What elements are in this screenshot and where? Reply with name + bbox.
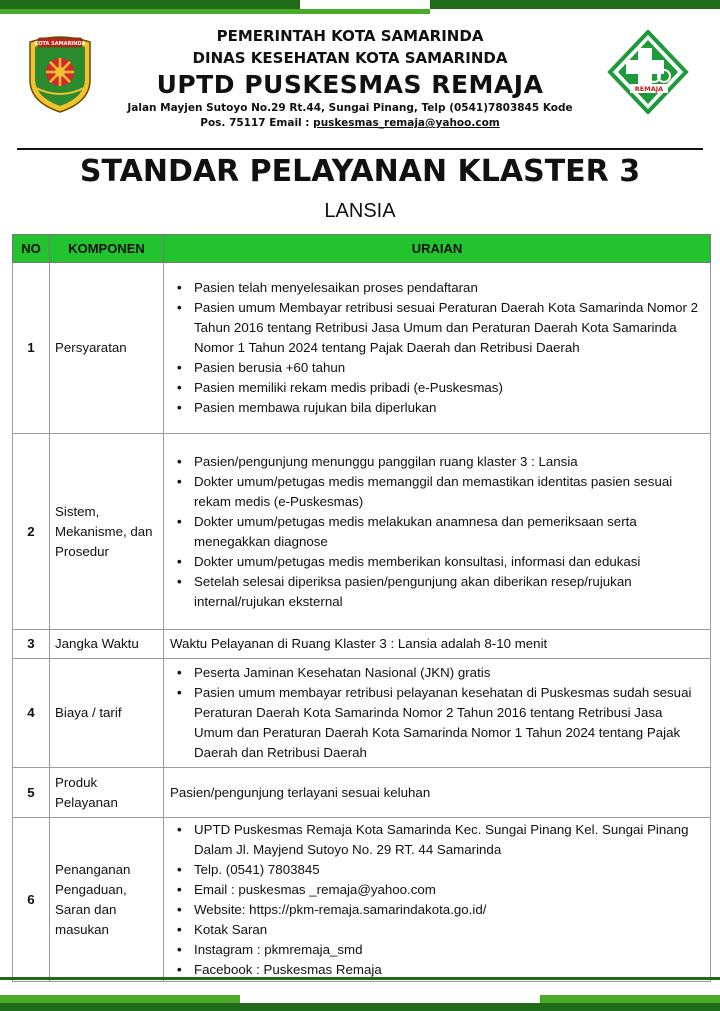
table-row	[13, 434, 711, 630]
list-item: • UPTD Puskesmas Remaja Kota Samarinda Kec. Sungai Pinang Kel. Sungai Pinang Dalam Jl. Mayjend Sutoyo No. 29 RT. 44 Samarinda	[194, 820, 704, 860]
list-item: • Dokter umum/petugas medis memanggil dan memastikan identitas pasien sesuai rekam medis (e-Puskesmas)	[194, 472, 704, 512]
government-name: PEMERINTAH KOTA SAMARINDA	[216, 27, 484, 45]
row-number: 3	[13, 630, 50, 659]
list-item: • Telp. (0541) 7803845	[194, 860, 704, 880]
row-number: 6	[13, 818, 50, 982]
row-number: 4	[13, 659, 50, 768]
puskesmas-remaja-logo	[606, 30, 690, 114]
top-stripe-light	[0, 9, 430, 14]
header-email-link[interactable]: puskesmas_remaja@yahoo.com	[313, 117, 500, 129]
list-item: • Dokter umum/petugas medis melakukan anamnesa dan pemeriksaan serta menegakkan diagnose	[194, 512, 704, 552]
row-number: 1	[13, 263, 50, 434]
row-komponen: Jangka Waktu	[50, 630, 164, 659]
row-komponen: Biaya / tarif	[50, 659, 164, 768]
header-no: NO	[13, 235, 50, 263]
row-number: 2	[13, 434, 50, 630]
department-name: DINAS KESEHATAN KOTA SAMARINDA	[192, 49, 508, 67]
svg-text:KOTA SAMARINDA: KOTA SAMARINDA	[34, 41, 86, 47]
svg-text:REMAJA: REMAJA	[634, 85, 664, 93]
samarinda-emblem-logo	[22, 30, 98, 114]
table-row	[13, 630, 711, 659]
list-item: • Dokter umum/petugas medis memberikan konsultasi, informasi dan edukasi	[194, 552, 704, 572]
row-uraian	[164, 659, 711, 768]
list-item: • Pasien telah menyelesaikan proses pendaftaran	[194, 278, 704, 298]
row-komponen: Persyaratan	[50, 263, 164, 434]
list-item: • Pasien berusia +60 tahun	[194, 358, 704, 378]
service-standard-table	[12, 234, 711, 982]
bottom-stripe-notch	[240, 995, 540, 1003]
row-komponen: Sistem, Mekanisme, dan Prosedur	[50, 434, 164, 630]
list-item: • Peserta Jaminan Kesehatan Nasional (JKN) gratis	[194, 663, 704, 683]
list-item: • Facebook : Puskesmas Remaja	[194, 960, 704, 980]
row-komponen: Penanganan Pengaduan, Saran dan masukan	[50, 818, 164, 982]
top-stripe-notch	[300, 0, 430, 9]
list-item: • Pasien/pengunjung menunggu panggilan ruang klaster 3 : Lansia	[194, 452, 704, 472]
page-title: STANDAR PELAYANAN KLASTER 3	[79, 154, 641, 189]
table-row	[13, 659, 711, 768]
list-item: • Kotak Saran	[194, 920, 704, 940]
address-line-2	[100, 116, 600, 131]
list-item: • Pasien memiliki rekam medis pribadi (e-Puskesmas)	[194, 378, 704, 398]
row-uraian: Waktu Pelayanan di Ruang Klaster 3 : Lansia adalah 8-10 menit	[164, 630, 711, 659]
list-item: • Pasien membawa rujukan bila diperlukan	[194, 398, 704, 418]
row-number: 5	[13, 768, 50, 818]
row-uraian	[164, 818, 711, 982]
list-item[interactable]: • Website: https://pkm-remaja.samarindakota.go.id/	[194, 900, 704, 920]
list-item: • Instagram : pkmremaja_smd	[194, 940, 704, 960]
list-item: • Setelah selesai diperiksa pasien/pengunjung akan diberikan resep/rujukan internal/rujukan eksternal	[194, 572, 704, 612]
header-komponen: KOMPONEN	[50, 235, 164, 263]
row-uraian	[164, 263, 711, 434]
address-postal: Pos. 75117 Email :	[200, 117, 314, 129]
institution-name: UPTD PUSKESMAS REMAJA	[156, 70, 544, 99]
row-komponen: Produk Pelayanan	[50, 768, 164, 818]
list-item: • Pasien umum membayar retribusi pelayanan kesehatan di Puskesmas sudah sesuai Peraturan Daerah Kota Samarinda Nomor 2 Tahun 2016 tentang Retribusi Jasa Umum dan Peraturan Daerah Kota Samarinda Nomor 1 Tahun 2024 tentang Pajak Daerah dan Retribusi Daerah	[194, 683, 704, 763]
table-row	[13, 768, 711, 818]
row-uraian	[164, 434, 711, 630]
bottom-stripe-line	[0, 977, 720, 980]
address-line-1: Jalan Mayjen Sutoyo No.29 Rt.44, Sungai Pinang, Telp (0541)7803845 Kode	[127, 102, 573, 114]
table-row	[13, 263, 711, 434]
page-subtitle: LANSIA	[324, 200, 396, 222]
letterhead	[100, 25, 600, 131]
bottom-stripe-dark	[0, 1003, 720, 1011]
header-uraian: URAIAN	[164, 235, 711, 263]
list-item: • Pasien umum Membayar retribusi sesuai Peraturan Daerah Kota Samarinda Nomor 2 Tahun 2016 tentang Retribusi Jasa Umum dan Peraturan Daerah Kota Samarinda Nomor 1 Tahun 2024 tentang Pajak Daerah dan Retribusi Daerah	[194, 298, 704, 358]
table-row	[13, 818, 711, 982]
list-item[interactable]: • Email : puskesmas _remaja@yahoo.com	[194, 880, 704, 900]
header-divider	[17, 148, 703, 150]
table-header-row	[13, 235, 711, 263]
row-uraian: Pasien/pengunjung terlayani sesuai keluhan	[164, 768, 711, 818]
